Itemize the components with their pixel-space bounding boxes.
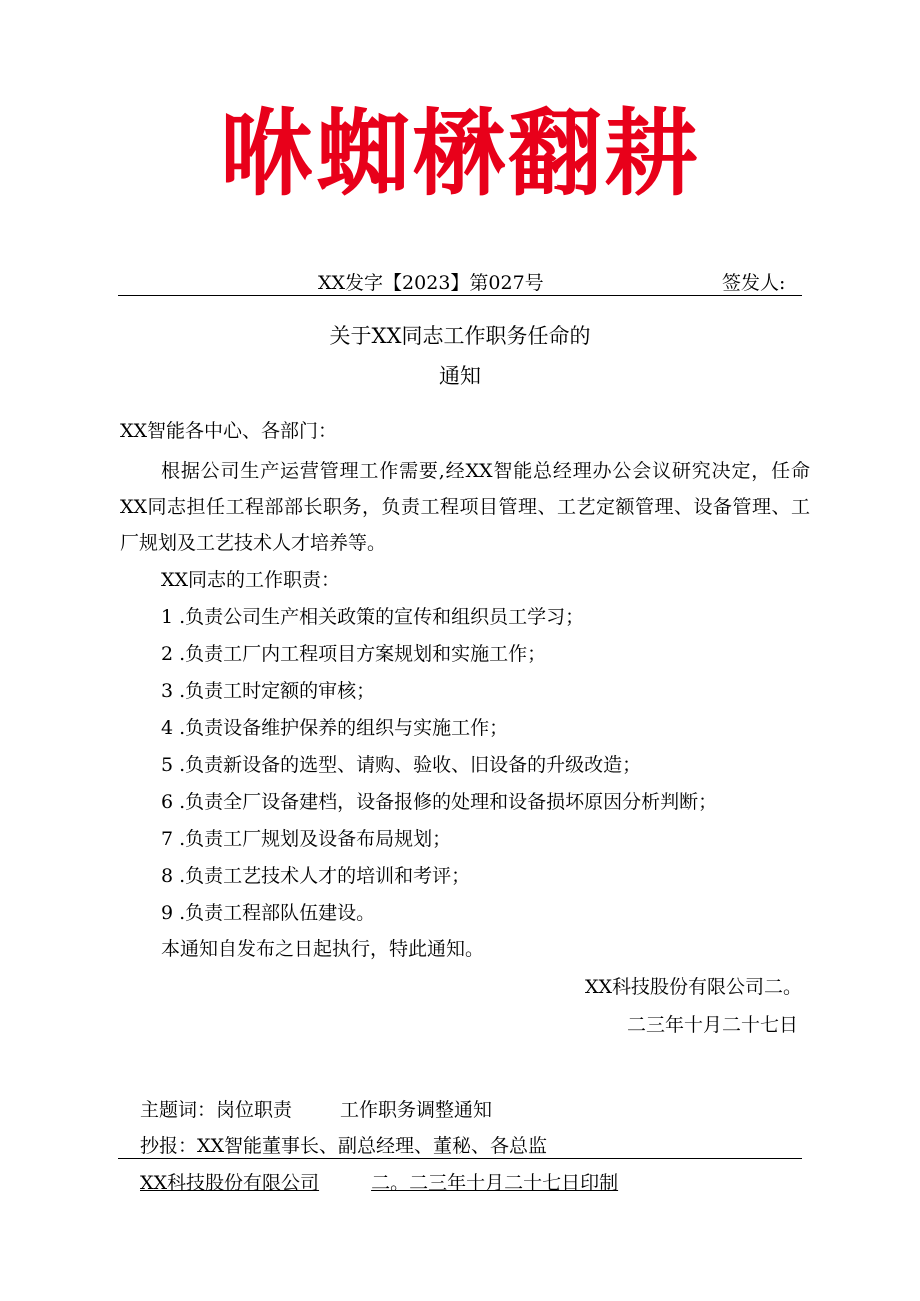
printer-line [140, 1168, 618, 1195]
closing-statement: 本通知自发布之日起执行，特此通知。 [161, 938, 485, 960]
duty-item: 2 .负责工厂内工程项目方案规划和实施工作； [161, 643, 547, 665]
footer-divider [118, 1158, 802, 1159]
body-paragraph: 根据公司生产运营管理工作需要,经XX智能总经理办公会议研究决定，任命XX同志担任工程部部长职务，负责工程项目管理、工艺定额管理、设备管理、工厂规划及工艺技术人才培养等。 [120, 460, 810, 554]
duty-item: 4 .负责设备维护保养的组织与实施工作； [161, 717, 509, 739]
keywords-value: 工作职务调整通知 [340, 1099, 493, 1121]
duty-item: 1 .负责公司生产相关政策的宣传和组织员工学习； [161, 606, 585, 628]
cc-recipients: 抄报：XX智能董事长、副总经理、董秘、各总监 [140, 1135, 548, 1157]
signature-company: XX科技股份有限公司二。 [584, 976, 802, 998]
header-divider [118, 295, 802, 296]
signature-date: 二三年十月二十七日 [626, 1014, 798, 1036]
document-number: XX发字【2023】第027号 [318, 272, 544, 294]
duty-item: 3 .负责工时定额的审核； [161, 680, 376, 702]
red-header-title: 咻蜘楙翻耕 [219, 100, 700, 209]
duty-item: 8 .负责工艺技术人才的培训和考评； [161, 865, 471, 887]
duty-item: 5 .负责新设备的选型、请购、验收、旧设备的升级改造； [161, 754, 642, 776]
duty-item: 9 .负责工程部队伍建设。 [161, 902, 376, 924]
keywords-label: 主题词：岗位职责 [140, 1099, 293, 1121]
subject-keywords [140, 1095, 492, 1122]
duties-heading: XX同志的工作职责： [161, 569, 341, 591]
signer-label: 签发人: [722, 272, 786, 294]
salutation: XX智能各中心、各部门： [120, 420, 338, 442]
printer-company: XX科技股份有限公司 [140, 1172, 320, 1194]
printer-date: 二。二三年十月二十七日印制 [371, 1172, 619, 1194]
notice-title-line1: 关于XX同志工作职务任命的 [329, 324, 591, 348]
duty-item: 7 .负责工厂规划及设备布局规划； [161, 828, 452, 850]
duty-item: 6 .负责全厂设备建档，设备报修的处理和设备损坏原因分析判断； [161, 791, 718, 813]
notice-title-line2: 通知 [439, 364, 481, 388]
